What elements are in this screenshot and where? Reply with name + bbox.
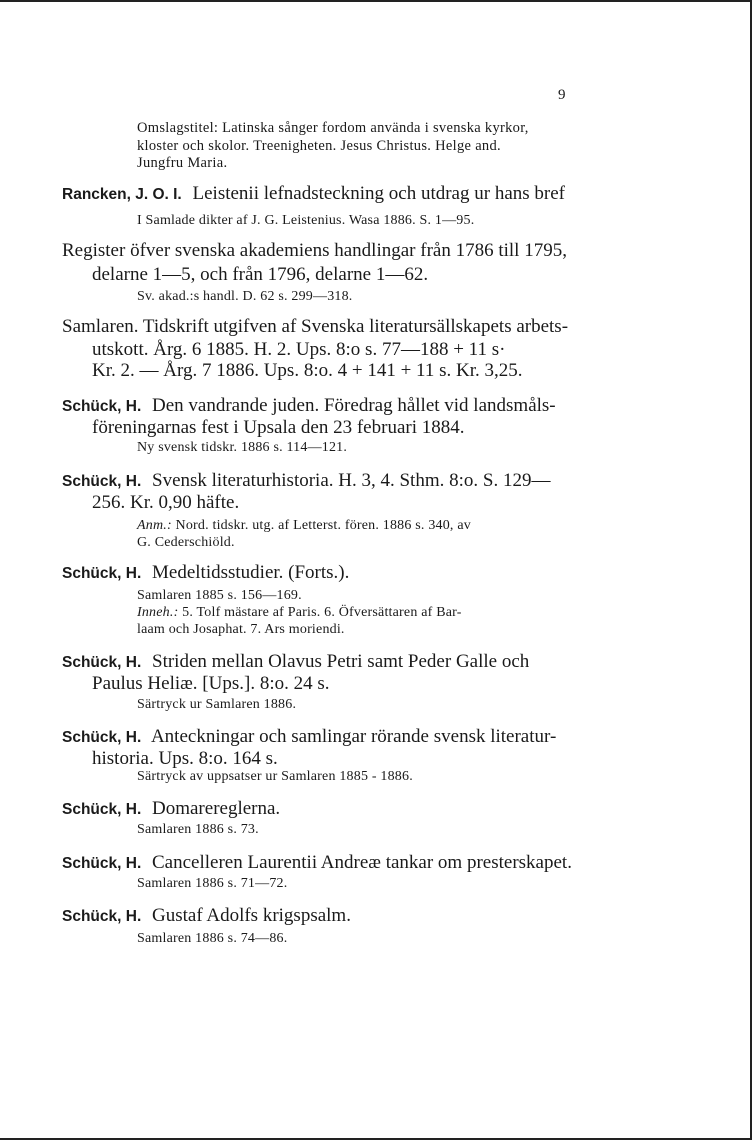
entry-note: Sv. akad.:s handl. D. 62 s. 299—318. xyxy=(137,289,353,304)
entry-author: Schück, H. xyxy=(62,908,142,925)
bib-entry-heading xyxy=(62,726,556,748)
entry-title: Cancelleren Laurentii Andreæ tankar om presterskapet. xyxy=(152,852,572,873)
entry-title: Kr. 2. — Årg. 7 1886. Ups. 8:o. 4 + 141 + 11 s. Kr. 3,25. xyxy=(92,360,523,381)
entry-note: G. Cederschiöld. xyxy=(137,535,235,550)
entry-note: I Samlade dikter af J. G. Leistenius. Wasa 1886. S. 1—95. xyxy=(137,213,475,228)
entry-title: Gustaf Adolfs krigspsalm. xyxy=(152,905,351,926)
entry-note: Ny svensk tidskr. 1886 s. 114—121. xyxy=(137,440,348,455)
entry-author: Schück, H. xyxy=(62,473,142,490)
entry-author: Rancken, J. O. I. xyxy=(62,186,182,203)
note-prefix: Anm.: xyxy=(137,518,172,533)
entry-note: Samlaren 1886 s. 73. xyxy=(137,822,259,837)
entry-author: Schück, H. xyxy=(62,729,142,746)
entry-title: Den vandrande juden. Föredrag hållet vid landsmåls- xyxy=(152,395,556,416)
page-number: 9 xyxy=(558,87,566,103)
bib-entry-heading xyxy=(62,395,556,417)
entry-title: Register öfver svenska akademiens handlingar från 1786 till 1795, xyxy=(62,240,567,261)
intro-line: Omslagstitel: Latinska sånger fordom använda i svenska kyrkor, xyxy=(137,120,529,136)
intro-line: kloster och skolor. Treenigheten. Jesus Christus. Helge and. xyxy=(137,138,501,154)
entry-note: Samlaren 1885 s. 156—169. xyxy=(137,588,302,603)
entry-note: Särtryck av uppsatser ur Samlaren 1885 - 1886. xyxy=(137,769,413,784)
bib-entry-heading xyxy=(62,183,565,205)
bib-entry-heading xyxy=(62,798,280,820)
entry-contents: laam och Josaphat. 7. Ars moriendi. xyxy=(137,622,345,637)
entry-contents xyxy=(137,605,462,621)
entry-author: Schück, H. xyxy=(62,654,142,671)
bib-entry-heading xyxy=(62,852,572,874)
entry-title: Domarereglerna. xyxy=(152,798,281,819)
entry-title: delarne 1—5, och från 1796, delarne 1—62. xyxy=(92,264,429,285)
entry-title: Striden mellan Olavus Petri samt Peder Galle och xyxy=(152,651,530,672)
entry-title: föreningarnas fest i Upsala den 23 februari 1884. xyxy=(92,417,465,438)
entry-note: Samlaren 1886 s. 71—72. xyxy=(137,876,288,891)
entry-author: Schück, H. xyxy=(62,565,142,582)
entry-title: utskott. Årg. 6 1885. H. 2. Ups. 8:o s. 77—188 + 11 s· xyxy=(92,339,506,360)
entry-author: Schück, H. xyxy=(62,398,142,415)
entry-title: Leistenii lefnadsteckning och utdrag ur hans bref xyxy=(192,183,565,204)
bib-entry-heading xyxy=(62,470,550,492)
entry-note: Samlaren 1886 s. 74—86. xyxy=(137,931,288,946)
entry-title: Paulus Heliæ. [Ups.]. 8:o. 24 s. xyxy=(92,673,330,694)
entry-title: Svensk literaturhistoria. H. 3, 4. Sthm. 8:o. S. 129— xyxy=(152,470,551,491)
entry-title: Medeltidsstudier. (Forts.). xyxy=(152,562,350,583)
entry-title: historia. Ups. 8:o. 164 s. xyxy=(92,748,278,769)
contents-prefix: Inneh.: xyxy=(137,605,179,620)
note-text: Nord. tidskr. utg. af Letterst. fören. 1886 s. 340, av xyxy=(175,518,471,533)
bib-entry-heading xyxy=(62,651,529,673)
bib-entry-heading xyxy=(62,905,351,927)
entry-note xyxy=(137,518,471,534)
entry-author: Schück, H. xyxy=(62,855,142,872)
entry-title: Anteckningar och samlingar rörande svensk literatur- xyxy=(150,726,557,747)
intro-line: Jungfru Maria. xyxy=(137,155,228,171)
bib-entry-heading xyxy=(62,562,349,584)
entry-author: Schück, H. xyxy=(62,801,142,818)
entry-note: Särtryck ur Samlaren 1886. xyxy=(137,697,297,712)
contents-text: 5. Tolf mästare af Paris. 6. Öfversättaren af Bar- xyxy=(182,605,462,620)
scan-border-top xyxy=(0,0,752,2)
entry-title: Samlaren. Tidskrift utgifven af Svenska literatursällskapets arbets- xyxy=(62,316,569,337)
entry-title: 256. Kr. 0,90 häfte. xyxy=(92,492,240,513)
